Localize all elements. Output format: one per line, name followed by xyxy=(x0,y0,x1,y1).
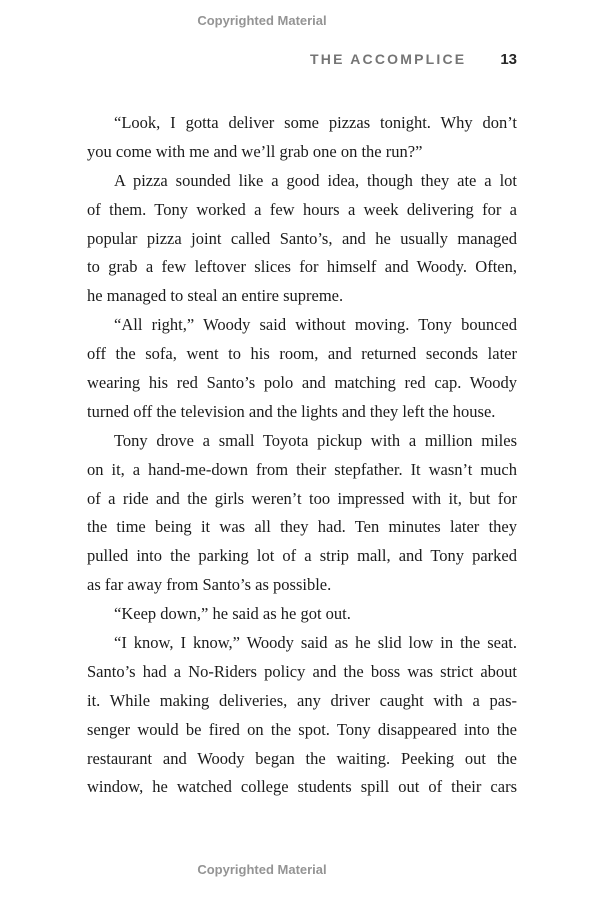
running-header-title: THE ACCOMPLICE xyxy=(310,51,467,67)
text-line: Tony drove a small Toyota pickup with a million miles xyxy=(114,430,517,450)
text-line: he managed to steal an entire supreme. xyxy=(87,286,344,306)
text-line: wearing his red Santo’s polo and matching red cap. Woody xyxy=(87,373,517,393)
text-line: “All right,” Woody said without moving. Tony bounced xyxy=(114,315,517,335)
copyright-notice-top: Copyrighted Material xyxy=(197,13,327,28)
text-line: A pizza sounded like a good idea, though they ate a lot xyxy=(114,170,517,190)
text-line: of a ride and the girls weren’t too impressed with it, but for xyxy=(87,488,517,508)
text-line: “Keep down,” he said as he got out. xyxy=(114,604,351,624)
text-line: window, he watched college students spill out of their cars xyxy=(87,777,517,797)
text-line: off the sofa, went to his room, and returned seconds later xyxy=(87,344,517,364)
text-line: popular pizza joint called Santo’s, and he usually managed xyxy=(87,228,517,248)
text-line: “Look, I gotta deliver some pizzas tonight. Why don’t xyxy=(114,113,517,132)
text-line: of them. Tony worked a few hours a week delivering for a xyxy=(87,199,517,219)
text-line: “I know, I know,” Woody said as he slid low in the seat. xyxy=(114,633,517,653)
text-line: as far away from Santo’s as possible. xyxy=(87,575,332,595)
text-line: senger would be fired on the spot. Tony disappeared into the xyxy=(87,719,517,739)
text-line: the time being it was all they had. Ten minutes later they xyxy=(87,517,517,537)
text-line: you come with me and we’ll grab one on the run?” xyxy=(87,141,423,161)
text-line: it. While making deliveries, any driver caught with a pas- xyxy=(87,690,517,710)
page-number: 13 xyxy=(500,51,517,68)
text-line: to grab a few leftover slices for himself and Woody. Often, xyxy=(87,257,517,277)
text-line: Santo’s had a No-Riders policy and the boss was strict about xyxy=(87,661,517,681)
text-line: turned off the television and the lights and they left the house. xyxy=(87,401,496,421)
text-line: pulled into the parking lot of a strip mall, and Tony parked xyxy=(87,546,517,566)
text-line: on it, a hand-me-down from their stepfather. It wasn’t much xyxy=(87,459,517,479)
page-header xyxy=(87,51,517,68)
body-text xyxy=(87,109,517,802)
copyright-notice-bottom: Copyrighted Material xyxy=(197,862,327,877)
text-line: restaurant and Woody began the waiting. Peeking out the xyxy=(87,748,517,768)
